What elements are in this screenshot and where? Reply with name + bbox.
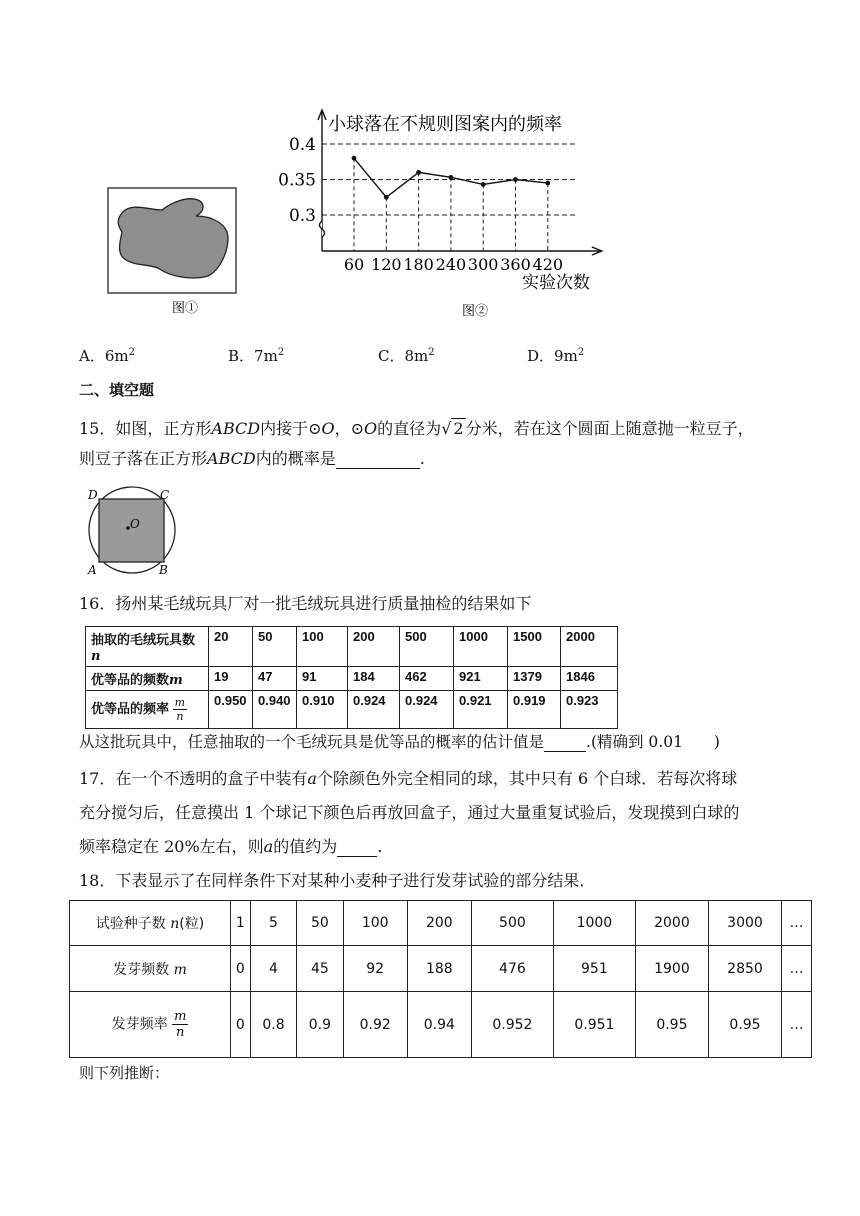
table-cell: 0.95 (635, 992, 708, 1058)
row-label-text: 发芽频率 (111, 1016, 173, 1033)
q16-after-text: 从这批玩具中，任意抽取的一个毛绒玩具是优等品的概率的估计值是 (79, 733, 545, 751)
frac-num: m (174, 696, 186, 709)
chart-x-label: 实验次数 (522, 273, 590, 293)
x-tick-label: 180 (403, 255, 434, 274)
choice-a-sup: 2 (128, 347, 135, 358)
sqrt-value: 2 (453, 419, 464, 438)
row-label (70, 946, 231, 992)
q15-answer-blank[interactable] (336, 449, 420, 469)
q17-text: 的值约为 (273, 837, 338, 856)
table-cell: 1900 (635, 946, 708, 992)
table-cell: 5 (250, 901, 296, 946)
row-label-text: 试验种子数 (95, 916, 171, 932)
q16-after (79, 730, 720, 752)
q15-abcd: ABCD (207, 449, 256, 468)
q17-var-a: a (263, 837, 274, 856)
q15-text: 内的概率是 (255, 449, 336, 468)
table-cell: 1000 (454, 627, 508, 667)
q15-text: ，⊙ (334, 419, 365, 438)
q16-answer-blank[interactable] (544, 733, 586, 752)
data-point (449, 175, 454, 180)
fraction-m-over-n (173, 697, 187, 722)
q15-o: O (321, 419, 335, 438)
q15-text: 则豆子落在正方形 (79, 449, 208, 468)
q18-text: 18．下表显示了在同样条件下对某种小麦种子进行发芽试验的部分结果． (79, 871, 596, 890)
choice-b[interactable] (228, 345, 284, 366)
table-cell: 500 (400, 627, 454, 667)
row-var: n (170, 916, 180, 932)
table-cell: … (782, 901, 812, 946)
figure-1 (100, 180, 250, 325)
table-cell: 20 (209, 627, 253, 667)
fraction-m-over-n (172, 1010, 188, 1039)
table-row (86, 667, 618, 691)
choice-a[interactable] (79, 345, 135, 366)
figure-2-chart (270, 100, 630, 325)
q18-table (69, 900, 812, 1058)
table-cell: 0.951 (553, 992, 635, 1058)
row-var: n (91, 649, 101, 664)
table-cell: 1846 (561, 667, 618, 691)
row-label-text: 优等品的频率 (91, 700, 170, 716)
data-point (352, 156, 357, 161)
table-cell: 45 (297, 946, 343, 992)
choice-d-sup: 2 (577, 347, 585, 358)
choice-d-value: 9m (554, 347, 578, 365)
table-cell: 0.923 (561, 691, 618, 729)
q15-number: 15． (79, 419, 116, 438)
table-cell: 47 (253, 667, 297, 691)
table-cell: 188 (407, 946, 471, 992)
q15-figure (80, 484, 180, 580)
table-cell: 19 (209, 667, 253, 691)
table-cell: 3000 (708, 901, 781, 946)
choice-b-value: 7m (254, 347, 278, 365)
q17-answer-blank[interactable] (337, 837, 377, 857)
choice-d-letter: D． (527, 347, 555, 365)
table-cell: 200 (348, 627, 400, 667)
label-d: D (88, 488, 98, 502)
q15-text: 如图，正方形 (115, 419, 212, 438)
table-row (70, 901, 812, 946)
q17-line-1 (79, 766, 737, 789)
q15-abcd: ABCD (211, 419, 261, 438)
row-label (70, 901, 231, 946)
table-cell: 0.919 (508, 691, 561, 729)
table-row (70, 946, 812, 992)
sqrt-symbol: √ (441, 419, 452, 438)
x-tick-label: 240 (435, 255, 467, 274)
table-cell: 0.940 (253, 691, 297, 729)
table-row (86, 691, 618, 729)
table-cell: 500 (471, 901, 553, 946)
table-cell: 2000 (561, 627, 618, 667)
table-cell: 50 (253, 627, 297, 667)
x-tick-label: 60 (343, 255, 365, 274)
frac-den: n (176, 710, 184, 723)
table-cell: 951 (553, 946, 635, 992)
choice-d[interactable] (527, 345, 584, 366)
data-point (384, 195, 389, 200)
table-cell: 0.950 (209, 691, 253, 729)
section-title: 二、填空题 (79, 381, 155, 399)
q16-after-text: .(精确到 0.01 ) (586, 733, 720, 751)
table-cell: 0.924 (400, 691, 454, 729)
row-var: m (169, 673, 183, 688)
frac-den: n (176, 1025, 185, 1040)
q15-text: 分米，若在这个圆面上随意抛一粒豆子， (465, 419, 754, 438)
q17-line-2: 充分搅匀后，任意摸出 1 个球记下颜色后再放回盒子，通过大量重复试验后，发现摸到白球的 (79, 803, 740, 822)
x-tick-label: 300 (467, 255, 499, 274)
row-label-text: 抽取的毛绒玩具数 (91, 632, 196, 647)
q17-line-3 (79, 834, 382, 857)
x-tick-label: 360 (500, 255, 531, 274)
figure-2-caption: 图② (461, 304, 489, 319)
table-cell: 1 (231, 901, 251, 946)
axis-break-mark (320, 221, 325, 237)
table-cell: 476 (471, 946, 553, 992)
table-cell: 0 (231, 992, 251, 1058)
chart-title: 小球落在不规则图案内的频率 (328, 114, 562, 135)
data-point (416, 170, 421, 175)
row-label-text: 优等品的频数 (91, 672, 170, 687)
y-tick-label: 0.35 (278, 170, 316, 191)
choice-a-value: 6m (104, 347, 129, 365)
label-o: O (130, 517, 140, 531)
row-var: m (173, 961, 187, 978)
q15-text: 的直径为 (377, 419, 442, 438)
table-cell: 100 (343, 901, 407, 946)
table-cell: 4 (250, 946, 296, 992)
q15-text: 内接于⊙ (260, 419, 322, 438)
table-cell: 462 (400, 667, 454, 691)
table-row (86, 627, 618, 667)
q17-text: . (377, 837, 383, 856)
table-cell: 184 (348, 667, 400, 691)
table-cell: 0.94 (407, 992, 471, 1058)
x-tick-label: 120 (371, 255, 402, 274)
table-cell: 0.8 (250, 992, 296, 1058)
q15-o: O (364, 419, 378, 438)
table-cell: 1000 (553, 901, 635, 946)
row-label (86, 691, 209, 729)
data-point (481, 182, 486, 187)
q17-text: 17．在一个不透明的盒子中装有 (79, 769, 308, 788)
q17-text: 频率稳定在 20%左右，则 (79, 837, 264, 856)
data-point (545, 181, 550, 186)
table-cell: 0.9 (297, 992, 343, 1058)
table-cell: … (782, 992, 812, 1058)
table-cell: 0 (231, 946, 251, 992)
table-cell: 0.92 (343, 992, 407, 1058)
table-cell: 50 (297, 901, 343, 946)
q15-text: . (419, 449, 425, 468)
y-tick-label: 0.3 (288, 206, 316, 226)
choice-a-letter: A． (79, 347, 105, 365)
row-unit: (粒) (179, 916, 205, 932)
row-label-text: 发芽频数 (113, 961, 174, 978)
q15-line-2 (79, 446, 425, 469)
row-label (70, 992, 231, 1058)
data-point (513, 177, 518, 182)
label-b: B (159, 563, 168, 577)
table-cell: 0.95 (708, 992, 781, 1058)
q18-after: 则下列推断： (79, 1064, 170, 1082)
q17-var-a: a (307, 769, 317, 788)
frac-num: m (174, 1009, 187, 1024)
row-label (86, 667, 209, 691)
q15-line-1 (79, 416, 754, 439)
table-cell: 2000 (635, 901, 708, 946)
label-c: C (160, 488, 170, 502)
table-cell: … (782, 946, 812, 992)
table-cell: 100 (297, 627, 348, 667)
table-cell: 0.921 (454, 691, 508, 729)
choice-c-sup: 2 (428, 347, 435, 358)
table-cell: 200 (407, 901, 471, 946)
figure-1-caption: 图① (171, 301, 199, 316)
table-cell: 1379 (508, 667, 561, 691)
table-cell: 921 (454, 667, 508, 691)
choice-c-value: 8m (404, 347, 429, 365)
choice-c-letter: C． (378, 347, 405, 365)
x-tick-label: 420 (532, 255, 564, 274)
table-cell: 0.952 (471, 992, 553, 1058)
table-cell: 92 (343, 946, 407, 992)
q16-table (85, 626, 618, 729)
table-cell: 2850 (708, 946, 781, 992)
choice-b-letter: B． (228, 347, 255, 365)
choice-c[interactable] (378, 345, 435, 366)
table-cell: 0.924 (348, 691, 400, 729)
y-tick-label: 0.4 (288, 135, 316, 155)
q17-text: 个除颜色外完全相同的球，其中只有 6 个白球．若每次将球 (316, 769, 738, 788)
row-label (86, 627, 209, 667)
table-row (70, 992, 812, 1058)
table-cell: 0.910 (297, 691, 348, 729)
table-cell: 91 (297, 667, 348, 691)
label-a: A (88, 563, 97, 577)
q16-text: 16．扬州某毛绒玩具厂对一批毛绒玩具进行质量抽检的结果如下 (79, 594, 532, 613)
choice-b-sup: 2 (277, 347, 285, 358)
table-cell: 1500 (508, 627, 561, 667)
